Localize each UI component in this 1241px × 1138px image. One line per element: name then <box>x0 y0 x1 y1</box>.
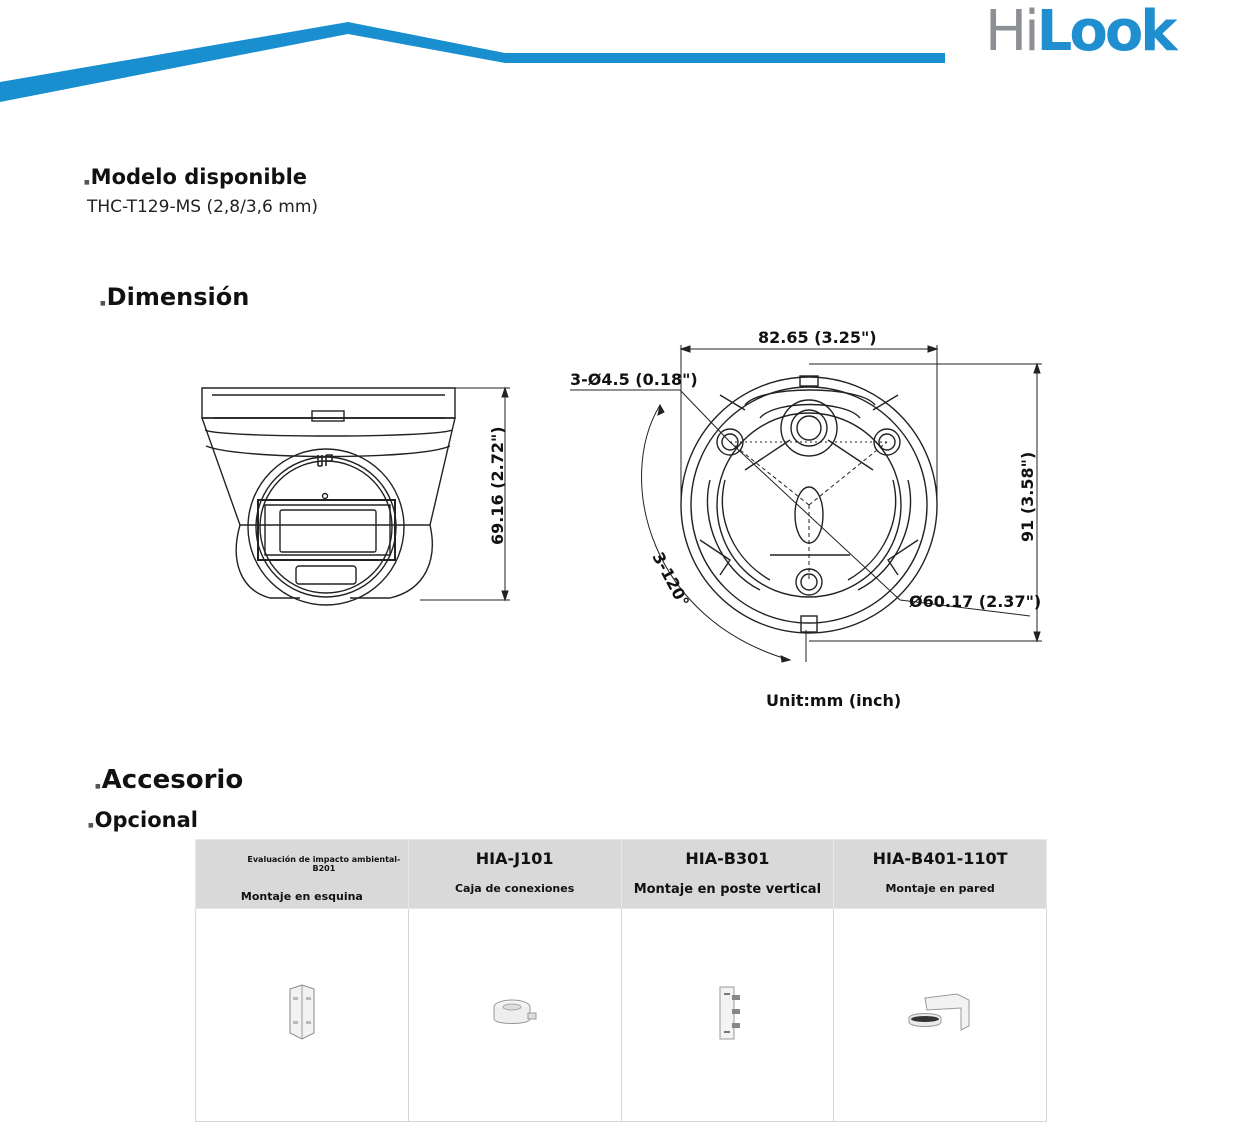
junction-box-icon <box>490 993 540 1033</box>
accessory-header-cell <box>621 840 834 909</box>
accessory-code: HIA-B301 <box>685 849 770 868</box>
accessory-code: Evaluación de impacto ambiental-B201 <box>247 855 401 873</box>
model-name: THC-T129-MS (2,8/3,6 mm) <box>87 197 319 217</box>
accessory-description: Montaje en esquina <box>240 890 363 903</box>
side-view-drawing <box>202 388 455 605</box>
accessory-header-cell <box>834 840 1047 909</box>
accessory-code: HIA-B401-110T <box>872 849 1008 868</box>
optional-subheading: ■Opcional <box>88 808 198 832</box>
accessory-table <box>195 839 1047 1122</box>
hilook-logo: HiLook <box>985 0 1175 64</box>
wall-mount-icon <box>905 990 975 1036</box>
accessory-header-cell <box>196 840 409 909</box>
accessory-image-cell <box>408 909 621 1122</box>
dimension-heading: ■Dimensión <box>100 283 250 311</box>
accessory-description: Caja de conexiones <box>454 882 575 895</box>
accessory-code: HIA-J101 <box>475 849 554 868</box>
height-label: 91 (3.58") <box>1018 451 1037 542</box>
accessory-image-cell <box>834 909 1047 1122</box>
accessory-description: Montaje en pared <box>885 882 995 895</box>
table-header-row <box>196 840 1047 909</box>
holes-label: 3-Ø4.5 (0.18") <box>570 370 698 389</box>
table-row <box>196 909 1047 1122</box>
accessory-description: Montaje en poste vertical <box>633 882 822 897</box>
accessories-heading: ■Accesorio <box>95 765 244 795</box>
accessory-image-cell <box>196 909 409 1122</box>
accessory-image-cell <box>621 909 834 1122</box>
width-label: 82.65 (3.25") <box>758 328 877 347</box>
pole-mount-icon <box>710 983 744 1043</box>
diameter-label: Ø60.17 (2.37") <box>909 592 1042 611</box>
accessory-header-cell <box>408 840 621 909</box>
unit-label: Unit:mm (inch) <box>766 691 902 710</box>
side-height-label: 69.16 (2.72") <box>488 426 507 545</box>
angle-label: 3-120° <box>648 548 694 611</box>
models-heading: ■Modelo disponible <box>84 165 308 189</box>
corner-mount-icon <box>282 983 322 1043</box>
